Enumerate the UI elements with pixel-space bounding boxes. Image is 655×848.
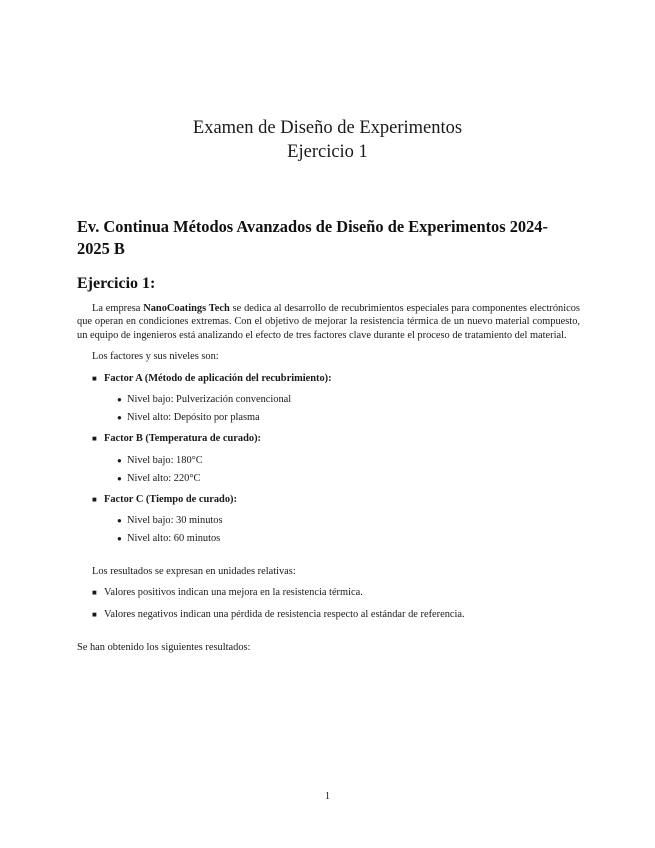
factor-item [77,372,580,425]
bullet-icon: ■ [92,609,97,619]
intro-paragraph [77,302,580,342]
levels-list [104,454,580,485]
bullet-icon: ● [117,473,122,483]
bullet-icon: ● [117,516,122,526]
level-text: Nivel bajo: 30 minutos [127,515,223,527]
factors-list [77,372,580,546]
bullet-icon: ■ [92,495,97,505]
levels-list [104,514,580,545]
bullet-icon: ● [117,412,122,422]
level-item [104,411,580,424]
bullet-icon: ■ [92,434,97,444]
bullet-icon: ■ [92,373,97,383]
level-text: Nivel alto: 220°C [127,472,201,484]
results-note [77,586,580,599]
results-note [77,608,580,621]
closing-text: Se han obtenido los siguientes resultados: [77,642,251,653]
bullet-icon: ● [117,455,122,465]
bullet-icon: ● [117,534,122,544]
intro-after-company: se dedica al desarrollo de recubrimientos especiales para componentes electrónicos que operan en condiciones extremas. Con el objetivo de mejorar la resistencia térmica de un nuevo material compuesto, un equipo de ingenieros está analizando el efecto de tres factores clave durante el proceso de tratamiento del material. [77,303,580,341]
level-item [104,393,580,406]
company-name: NanoCoatings Tech [143,303,230,314]
level-text: Nivel alto: Depósito por plasma [127,411,260,423]
factors-intro: Los factores y sus niveles son: [92,351,219,363]
factor-item [77,432,580,485]
results-note-text: Valores positivos indican una mejora en la resistencia térmica. [104,587,363,599]
levels-list [104,393,580,424]
factor-label: Factor A (Método de aplicación del recubrimiento): [104,372,332,384]
page-number: 1 [324,791,331,802]
results-note-text: Valores negativos indican una pérdida de resistencia respecto al estándar de referencia. [104,608,465,620]
results-notes-list [77,586,580,621]
intro-before-company: La empresa [92,303,144,314]
level-item [104,454,580,467]
level-item [104,532,580,545]
section-heading: Ev. Continua Métodos Avanzados de Diseño de Experimentos 2024-2025 B [77,217,548,258]
level-text: Nivel alto: 60 minutos [127,533,221,545]
factor-label: Factor C (Tiempo de curado): [104,494,237,506]
level-item [104,472,580,485]
document-title [0,116,655,164]
level-text: Nivel bajo: Pulverización convencional [127,394,292,406]
level-text: Nivel bajo: 180°C [127,454,203,466]
subsection-heading: Ejercicio 1: [77,275,156,292]
results-intro: Los resultados se expresan en unidades relativas: [92,565,296,577]
title-line-2: Ejercicio 1 [287,142,368,162]
factor-item [77,493,580,546]
bullet-icon: ■ [92,588,97,598]
level-item [104,514,580,527]
bullet-icon: ● [117,395,122,405]
document-body [77,216,580,654]
factor-label: Factor B (Temperatura de curado): [104,433,261,445]
title-line-1: Examen de Diseño de Experimentos [192,118,463,138]
